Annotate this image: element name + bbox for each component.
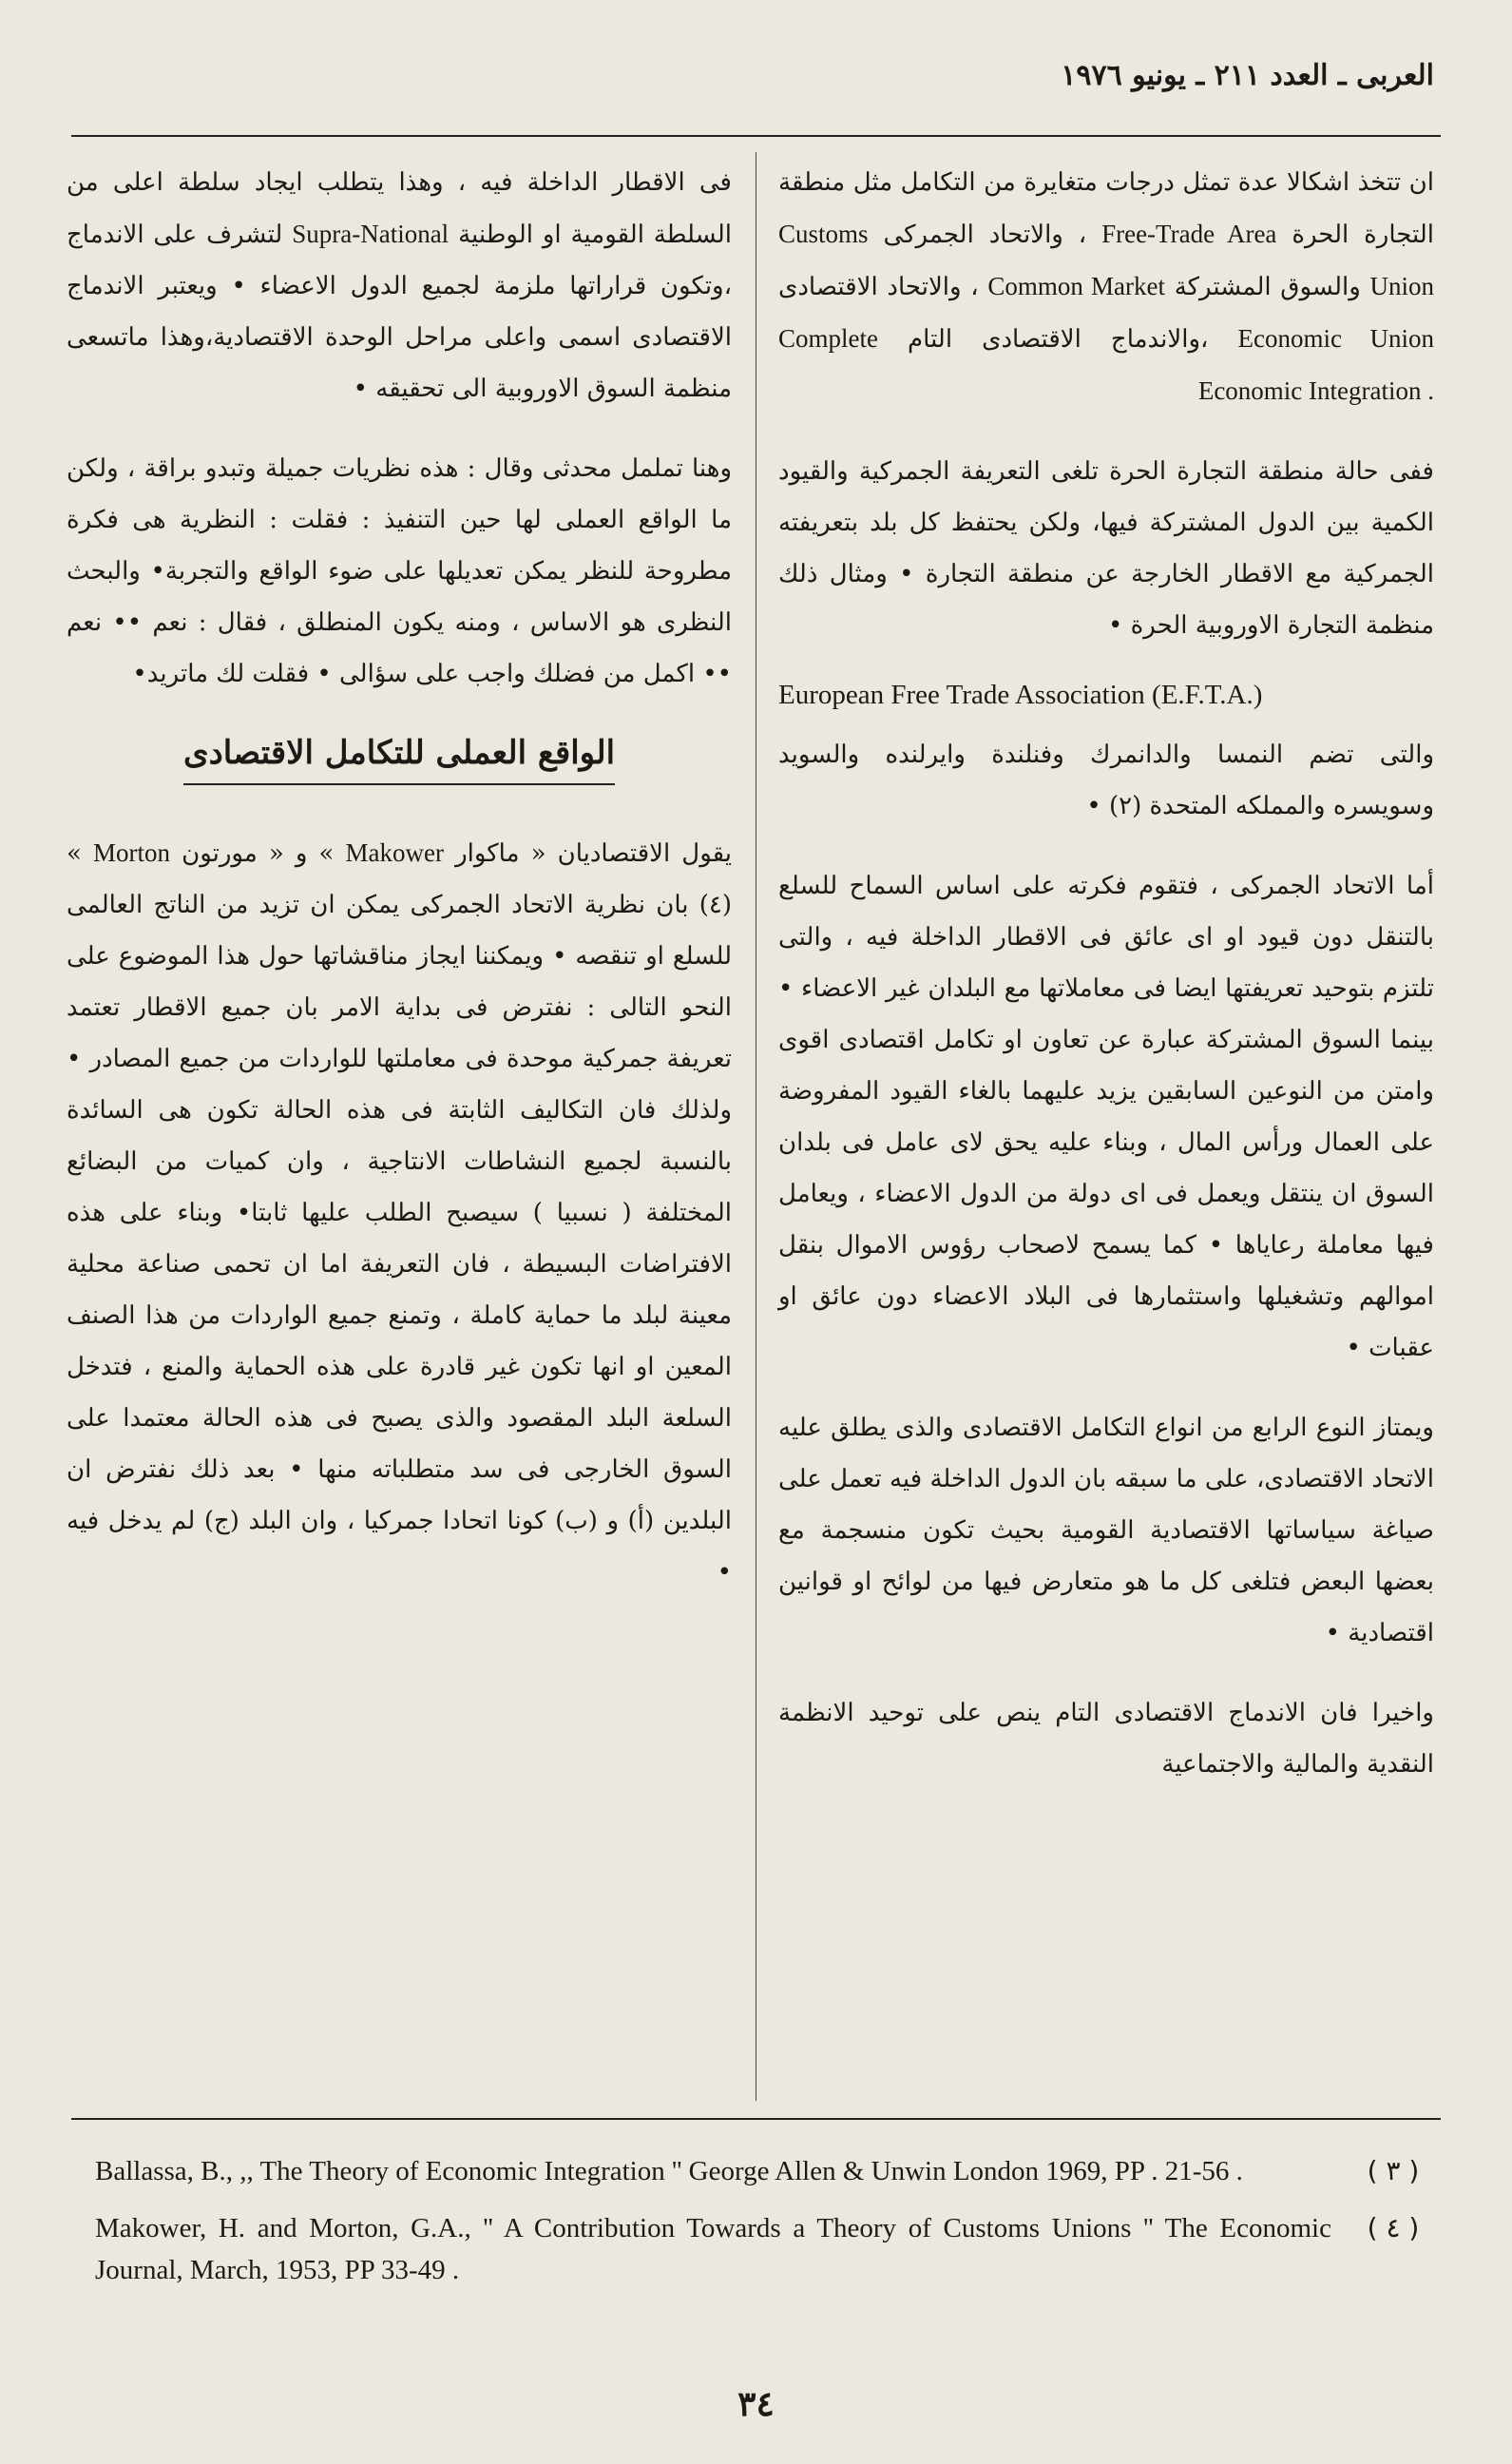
paragraph: واخيرا فان الاندماج الاقتصادى التام ينص على توحيد الانظمة النقدية والمالية والاجتماعية — [778, 1699, 1434, 1779]
text-run: ، والاتحاد الجمركى — [883, 221, 1087, 249]
paragraph — [67, 157, 732, 414]
footnote-reference: Makower, H. and Morton, G.A., '' A Contribution Towards a Theory of Customs Unions '' The Economic Journal, March, 1953, PP 33-49 . — [95, 2213, 1331, 2285]
english-term: Free-Trade Area — [1101, 220, 1277, 248]
english-term: Economic Union — [1237, 324, 1434, 353]
text-run: ان تتخذ اشكالا عدة تمثل درجات متغايرة من التكامل مثل منطقة التجارة الحرة — [778, 168, 1435, 249]
text-run: يقول الاقتصاديان « ماكوار — [455, 839, 733, 868]
text-run: ،والاندماج الاقتصادى التام — [908, 325, 1209, 354]
running-head: العربى ـ العدد ٢١١ ـ يونيو ١٩٧٦ — [1061, 59, 1434, 92]
right-column — [778, 157, 1434, 1819]
footnote-rule — [71, 2118, 1441, 2120]
paragraph: والتى تضم النمسا والدانمرك وفنلندة وايرلنده والسويد وسويسره والمملكه المتحدة (٢) • — [778, 741, 1434, 820]
section-heading — [67, 734, 732, 785]
english-term: Morton — [93, 838, 171, 867]
paragraph: وهنا تململ محدثى وقال : هذه نظريات جميلة وتبدو براقة ، ولكن ما الواقع العملى لها حين التنفيذ : فقلت : النظرية هى فكرة مطروحة للنظر يمكن تعديلها على ضوء الواقع والتجربة• والبحث النظرى هو الاساس ، ومنه يكون المنطلق ، فقال : نعم •• نعم •• اكمل من فضلك واجب على سؤالى • فقلت لك ماتريد• — [67, 454, 732, 688]
paragraph — [67, 827, 732, 1598]
paragraph — [778, 157, 1434, 417]
footnote — [95, 2150, 1436, 2192]
section-heading-text: الواقع العملى للتكامل الاقتصادى — [183, 734, 615, 785]
footnote-number: ( ٣ ) — [1367, 2155, 1420, 2186]
english-term: Supra-National — [292, 220, 450, 248]
paragraph: ويمتاز النوع الرابع من انواع التكامل الاقتصادى والذى يطلق عليه الاتحاد الاقتصادى، على ما سبقه بان الدول الداخلة فيه تعمل على صياغة سياساتها الاقتصادية القومية بحيث تكون منسجمة مع بعضها البعض فتلغى كل ما هو متعارض فيها من لوائح او قوانين اقتصادية • — [778, 1414, 1434, 1647]
footnotes — [95, 2150, 1436, 2306]
english-term: Complete Economic Integration . — [778, 324, 1434, 405]
english-organization-name: European Free Trade Association (E.F.T.A.) — [778, 680, 1263, 710]
footnote-number: ( ٤ ) — [1367, 2212, 1420, 2243]
page-number: ٣٤ — [737, 2384, 775, 2424]
header-rule — [71, 135, 1441, 137]
english-term: Customs Union — [778, 220, 1434, 300]
text-run: ، والاتحاد الاقتصادى — [778, 273, 979, 301]
footnote — [95, 2207, 1436, 2291]
text-run: » (٤) بان نظرية الاتحاد الجمركى يمكن ان تزيد من الناتج العالمى للسلع او تنقصه • ويمكننا ايجاز مناقشاتها حول هذا الموضوع على النحو التالى : نفترض فى بداية الامر بان جميع الاقطار تعتمد تعريفة جمركية موحدة فى معاملتها للواردات من جميع المصادر • ولذلك فان التكاليف الثابتة فى هذه الحالة تكون هى السائدة بالنسبة لجميع النشاطات الانتاجية ، وان كميات من البضائع المختلفة ( نسبيا ) سيصبح الطلب عليها ثابتا• وبناء على هذه الافتراضات البسيطة ، فان التعريفة اما ان تحمى صناعة محلية معينة لبلد ما حماية كاملة ، وتمنع جميع الواردات من هذا الصنف المعين او انها تكون غير قادرة على هذه الحماية والمنع ، فتدخل السلعة البلد المقصود والذى يصبح فى هذه الحالة معتمدا على السوق الخارجى فى سد متطلباته منها • بعد ذلك نفترض ان البلدين (أ) و (ب) كونا اتحادا جمركيا ، وان البلد (ج) لم يدخل فيه • — [67, 839, 733, 1587]
english-term: Common Market — [987, 272, 1166, 300]
english-term: Makower — [345, 838, 444, 867]
left-column — [67, 157, 732, 1627]
paragraph: أما الاتحاد الجمركى ، فتقوم فكرته على اساس السماح للسلع بالتنقل دون قيود او اى عائق فى الاقطار الداخلة فيه ، والتى تلتزم بتوحيد تعريفتها ايضا فى معاملاتها مع البلدان غير الاعضاء • بينما السوق المشتركة عبارة عن تعاون او تكامل اقتصادى اقوى وامتن من النوعين السابقين يزيد عليهما بالغاء القيود المفروضة على العمال ورأس المال ، وبناء عليه يحق لاى عامل فى بلدان السوق ان ينتقل ويعمل فى اى دولة من الدول الاعضاء ، ويعامل فيها معاملة رعاياها • كما يسمح لاصحاب رؤوس الاموال بنقل اموالهم وتشغيلها واستثمارها فى البلاد الاعضاء دون عائق او عقبات • — [778, 872, 1434, 1362]
text-run: » و « مورتون — [182, 839, 335, 868]
text-run: والسوق المشتركة — [1174, 273, 1361, 301]
text-run: فى الاقطار الداخلة فيه ، وهذا يتطلب ايجاد سلطة اعلى من السلطة القومية او الوطنية — [67, 168, 733, 249]
text-run: لتشرف على الاندماج ،وتكون قراراتها ملزمة لجميع الدول الاعضاء • ويعتبر الاندماج الاقتصادى اسمى واعلى مراحل الوحدة الاقتصادية،وهذا ماتسعى منظمة السوق الاوروبية الى تحقيقه • — [67, 221, 732, 403]
footnote-reference: Ballassa, B., ,, The Theory of Economic Integration '' George Allen & Unwin London 1969, PP . 21-56 . — [95, 2156, 1243, 2186]
paragraph: ففى حالة منطقة التجارة الحرة تلغى التعريفة الجمركية والقيود الكمية بين الدول المشتركة فيها، ولكن يحتفظ كل بلد بتعريفته الجمركية مع الاقطار الخارجة عن منطقة التجارة • ومثال ذلك منظمة التجارة الاوروبية الحرة • — [778, 457, 1434, 640]
